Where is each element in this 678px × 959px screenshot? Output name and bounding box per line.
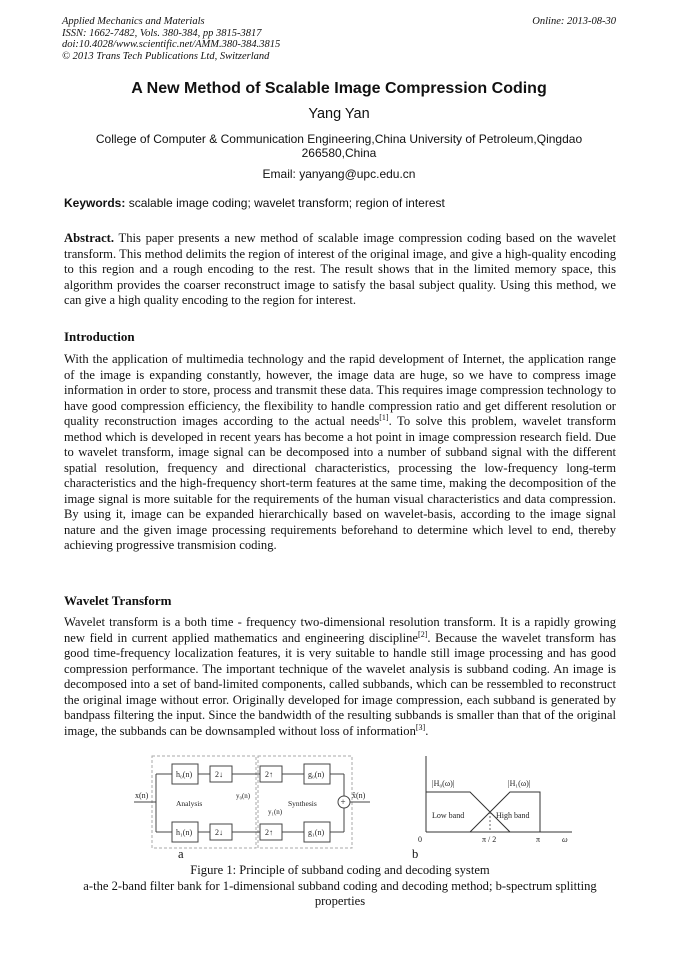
up0-label: 2↑	[265, 770, 273, 779]
wavelet-heading: Wavelet Transform	[64, 593, 172, 608]
copyright-line: © 2013 Trans Tech Publications Ltd, Switzerland	[62, 50, 270, 62]
intro-text-1: With the application of multimedia technology and the rapid development of Internet, the application range of the image is expanding constantly, however, the image data are huge, so we have to compress image information in order to store, process and transmit these data. This requires image compression technology to have good compression efficiency, the flexibility to handle compression ratio and get different resolution or quality reconstruction images according to the actual needs	[64, 352, 616, 428]
figure-caption: Figure 1: Principle of subband coding and decoding system	[190, 863, 490, 877]
citation-1: [1]	[379, 413, 389, 422]
abstract-text: This paper presents a new method of scalable image compression coding based on the wavelet transform. This method delimits the region of interest of the original image, and give a high-quality encoding to this region and a rough encoding to the rest. The result shows that in the limited memory space, this algorithm provides the coarser reconstruct image to satisfy the basal subject quality. Using this method, we can give a high quality encoding to the region for interest.	[64, 231, 616, 307]
omega-label: ω	[562, 835, 568, 844]
author-name: Yang Yan	[308, 106, 370, 122]
pi-label: π	[536, 835, 541, 844]
g1-label: g₁(n)	[308, 828, 325, 837]
issn-line: ISSN: 1662-7482, Vols. 380-384, pp 3815-3817	[62, 27, 262, 39]
h1-response-label: |H₁(ω)|	[508, 779, 531, 788]
figure-subcaption: a-the 2-band filter bank for 1-dimensional subband coding and decoding method; b-spectrum splitting properties	[83, 879, 597, 908]
author-email: Email: yanyang@upc.edu.cn	[262, 167, 416, 181]
wavelet-text-3: .	[425, 723, 429, 738]
abstract-label: Abstract.	[64, 231, 115, 245]
journal-name: Applied Mechanics and Materials	[62, 16, 205, 27]
spectrum-diagram	[412, 752, 580, 850]
origin-label: 0	[418, 835, 422, 844]
h0-response-label: |H₀(ω)|	[432, 779, 455, 788]
paper-title: A New Method of Scalable Image Compression Coding	[131, 80, 547, 97]
y1-label: y₁(n)	[268, 808, 283, 816]
plus-sign: +	[340, 797, 346, 807]
wavelet-text-1: Wavelet transform is a both time - frequency two-dimensional resolution transform. It is a rapidly growing new field in current applied mathematics and engineering discipline	[64, 615, 616, 645]
analysis-label: Analysis	[176, 799, 203, 808]
analysis-region	[152, 756, 256, 848]
h1-label: h₁(n)	[176, 828, 193, 837]
up1-label: 2↑	[265, 828, 273, 837]
keywords-text: scalable image coding; wavelet transform; region of interest	[128, 196, 445, 210]
down1-label: 2↓	[215, 828, 223, 837]
introduction-heading: Introduction	[64, 329, 135, 344]
wavelet-body	[64, 615, 616, 739]
intro-text-2: . To solve this problem, wavelet transform method which is developed in recent years has become a hot point in image compression research field. Due to wavelet transform, image signal can be decomposed into a number of subband signal with the different spatial resolution, frequency and directional characteristics, processing the low-frequency long-term characteristics and the high-frequency short-term features at the same time, making the decomposition of the image signal is more suitable for the requirements of the human visual characteristics and data compression. By using it, image can be expanded hierarchically based on wavelet-basis, according to the image signal nature and the given image processing requirements beforehand to determine which level to end, thereby achieving progressive transmision coding.	[64, 414, 617, 552]
filter-bank-diagram	[132, 754, 372, 850]
input-label: x(n)	[135, 791, 149, 800]
citation-2: [2]	[418, 629, 428, 639]
figure-label-b: b	[412, 847, 419, 861]
wavelet-text-2: . Because the wavelet transform has good time-frequency localization features, it is very suitable to handle still image processing and has good compression performance. The important technique of the wavelet analysis is subband coding. An image is decomposed into a set of band-limited components, called subbands, which can be ressembled to reconstruct the original image without error. Originally developed for image compression, each subband is generated by bandpass filtering the input. Since the bandwidth of the resulting subbands is smaller than that of the original image, the subbands can be downsampled without loss of information	[64, 630, 617, 738]
down0-label: 2↓	[215, 770, 223, 779]
g0-label: g₀(n)	[308, 770, 325, 779]
synthesis-label: Synthesis	[288, 799, 317, 808]
h0-label: h₀(n)	[176, 770, 193, 779]
online-date: Online: 2013-08-30	[532, 16, 616, 27]
output-label: x̂(n)	[352, 791, 366, 800]
introduction-body	[64, 352, 616, 554]
keywords-label: Keywords:	[64, 196, 126, 210]
journal-header	[62, 16, 616, 62]
citation-3: [3]	[415, 722, 426, 732]
high-band-label: High band	[496, 811, 530, 820]
low-band-label: Low band	[432, 811, 465, 820]
abstract	[64, 231, 616, 309]
y0-label: y₀(n)	[236, 792, 251, 800]
keywords	[64, 196, 616, 210]
doi-line: doi:10.4028/www.scientific.net/AMM.380-384.3815	[62, 39, 281, 50]
figure-label-a: a	[178, 847, 184, 861]
half-pi-label: π / 2	[482, 835, 497, 844]
affiliation: College of Computer & Communication Engineering,China University of Petroleum,Qingdao 266580,China	[95, 132, 583, 160]
